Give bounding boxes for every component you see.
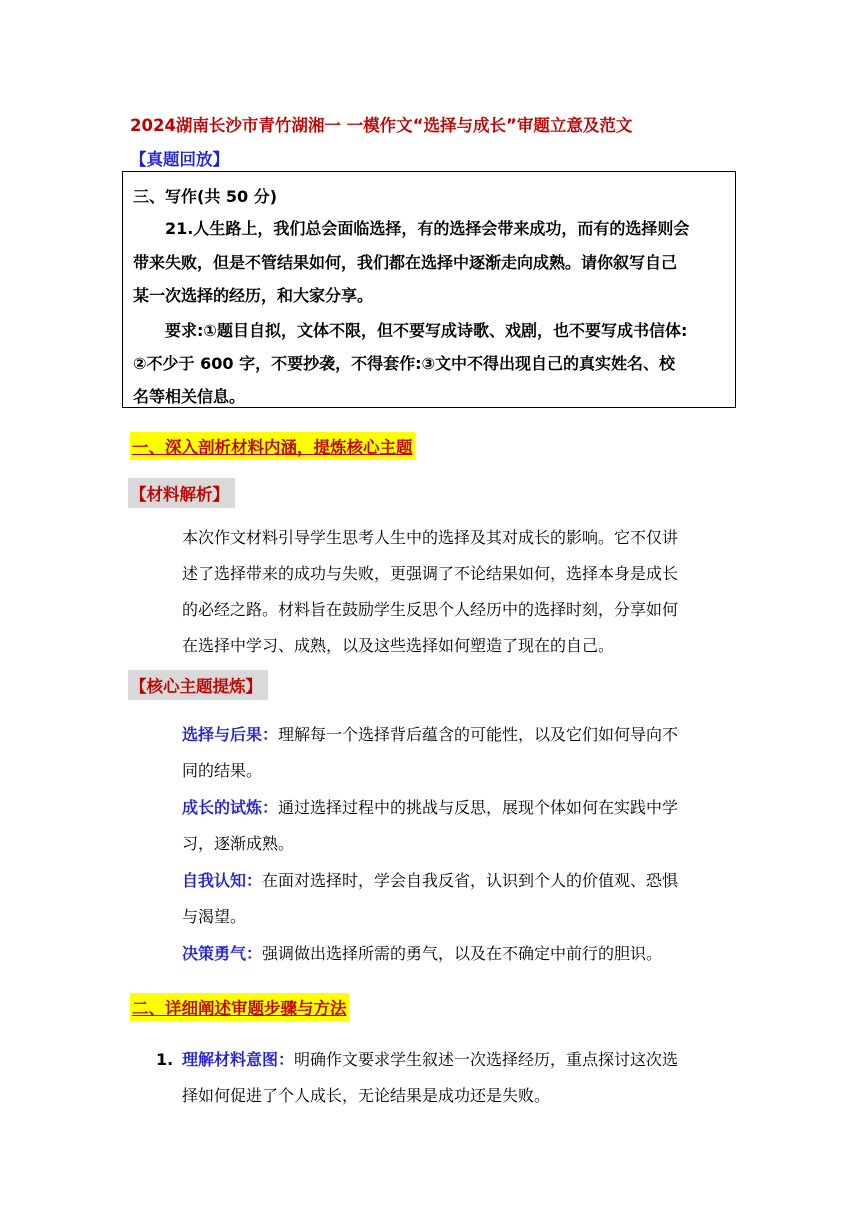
theme-keyword: 自我认知： bbox=[182, 871, 263, 890]
theme-item-continuation: 与渴望。 bbox=[182, 907, 247, 926]
theme-keyword: 选择与后果： bbox=[182, 725, 279, 744]
core-theme-tag: 【核心主题提炼】 bbox=[128, 670, 268, 700]
question-heading: 三、写作(共 50 分) bbox=[133, 187, 278, 206]
theme-item bbox=[182, 863, 678, 899]
theme-item bbox=[182, 717, 678, 753]
theme-keyword: 成长的试炼： bbox=[182, 798, 279, 817]
theme-item bbox=[182, 936, 662, 972]
section-label-real-question: 【真题回放】 bbox=[130, 150, 229, 169]
material-paragraph-line: 在选择中学习、成熟，以及这些选择如何塑造了现在的自己。 bbox=[182, 636, 615, 655]
question-box bbox=[122, 171, 736, 408]
theme-text: 理解每一个选择背后蕴含的可能性，以及它们如何导向不 bbox=[278, 725, 679, 744]
theme-item-continuation: 同的结果。 bbox=[182, 761, 263, 780]
theme-item-continuation: 习，逐渐成熟。 bbox=[182, 834, 295, 853]
step-text: 明确作文要求学生叙述一次选择经历，重点探讨这次选 bbox=[294, 1050, 679, 1069]
step-item-continuation: 择如何促进了个人成长，无论结果是成功还是失败。 bbox=[182, 1086, 551, 1105]
step-keyword: 理解材料意图： bbox=[182, 1050, 295, 1069]
theme-text: 在面对选择时，学会自我反省，认识到个人的价值观、恐惧 bbox=[262, 871, 679, 890]
material-paragraph-line: 本次作文材料引导学生思考人生中的选择及其对成长的影响。它不仅讲 bbox=[182, 528, 679, 547]
step-number: 1. bbox=[156, 1050, 174, 1069]
question-prompt-line: 带来失败，但是不管结果如何，我们都在选择中逐渐走向成熟。请你叙写自己 bbox=[133, 253, 678, 272]
requirement-line: ②不少于 600 字，不要抄袭，不得套作:③文中不得出现自己的真实姓名、校 bbox=[133, 354, 676, 373]
document-title: 2024湖南长沙市青竹湖湘一 一模作文“选择与成长”审题立意及范文 bbox=[130, 116, 633, 135]
theme-text: 通过选择过程中的挑战与反思，展现个体如何在实践中学 bbox=[278, 798, 679, 817]
section2-heading: 二、详细阐述审题步骤与方法 bbox=[130, 993, 349, 1021]
step-item bbox=[182, 1042, 678, 1078]
theme-item bbox=[182, 790, 678, 826]
material-paragraph-line: 述了选择带来的成功与失败，更强调了不论结果如何，选择本身是成长 bbox=[182, 564, 679, 583]
section1-heading: 一、深入剖析材料内涵，提炼核心主题 bbox=[130, 432, 415, 460]
requirement-line: 名等相关信息。 bbox=[133, 387, 246, 406]
theme-text: 强调做出选择所需的勇气，以及在不确定中前行的胆识。 bbox=[262, 944, 663, 963]
material-analysis-tag: 【材料解析】 bbox=[128, 478, 235, 508]
theme-keyword: 决策勇气： bbox=[182, 944, 263, 963]
question-prompt-line: 某一次选择的经历，和大家分享。 bbox=[133, 286, 374, 305]
requirement-line: 要求:①题目自拟，文体不限，但不要写成诗歌、戏剧，也不要写成书信体: bbox=[165, 321, 688, 340]
material-paragraph-line: 的必经之路。材料旨在鼓励学生反思个人经历中的选择时刻，分享如何 bbox=[182, 600, 679, 619]
question-prompt-line: 21.人生路上，我们总会面临选择，有的选择会带来成功，而有的选择则会 bbox=[165, 219, 690, 238]
